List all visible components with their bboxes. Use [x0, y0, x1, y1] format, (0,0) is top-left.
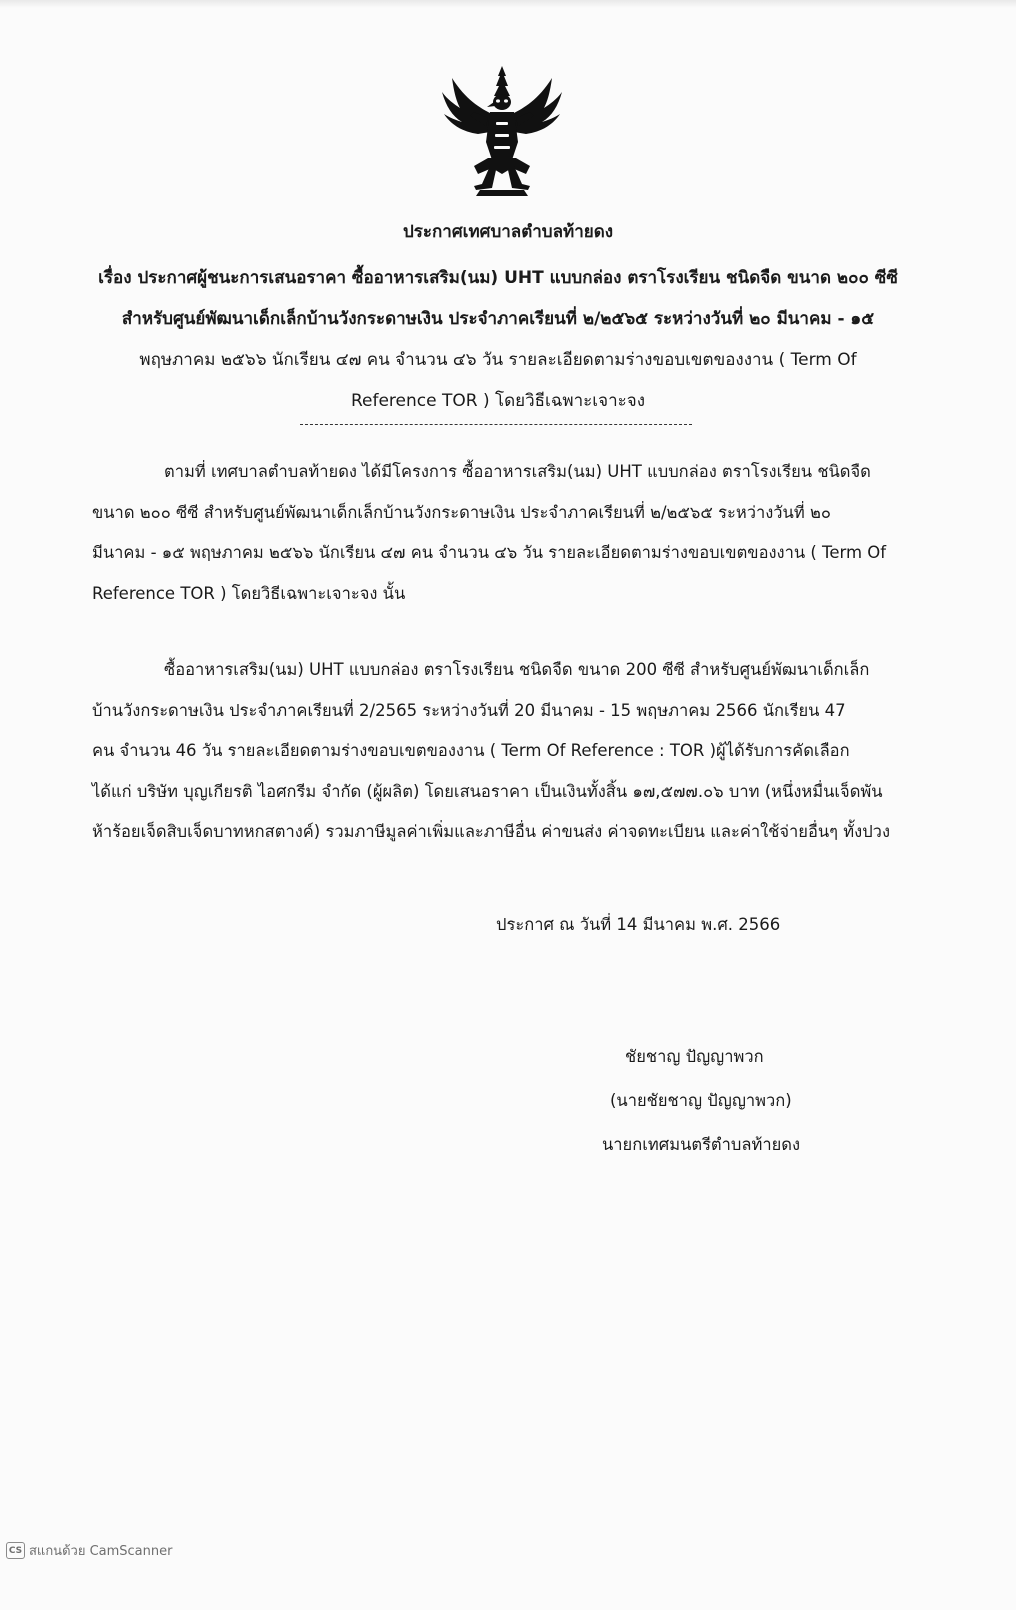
subject-line: สำหรับศูนย์พัฒนาเด็กเล็กบ้านวังกระดาษเงิน ประจำภาคเรียนที่ ๒/๒๕๖๕ ระหว่างวันที่ ๒๐ มีนาคม - ๑๕	[121, 309, 875, 329]
announcement-title: ประกาศเทศบาลตำบลท้ายดง	[402, 222, 614, 242]
camscanner-text: สแกนด้วย CamScanner	[29, 1544, 173, 1559]
signature-block	[560, 1035, 860, 1167]
dashed-separator	[300, 424, 692, 425]
announcement-date: ประกาศ ณ วันที่ 14 มีนาคม พ.ศ. 2566	[496, 915, 781, 934]
signer-position: นายกเทศมนตรีตำบลท้ายดง	[602, 1135, 801, 1154]
signer-full-name: (นายชัยชาญ ปัญญาพวก)	[610, 1091, 792, 1110]
paragraph-line: มีนาคม - ๑๕ พฤษภาคม ๒๕๖๖ นักเรียน ๔๗ คน จำนวน ๔๖ วัน รายละเอียดตามร่างขอบเขตของงาน ( Term Of	[92, 543, 887, 562]
paragraph-line: คน จำนวน 46 วัน รายละเอียดตามร่างขอบเขตของงาน ( Term Of Reference : TOR )ผู้ได้รับการคัดเลือก	[92, 741, 850, 760]
announcement-subject	[70, 258, 926, 422]
paragraph-line: ซื้ออาหารเสริม(นม) UHT แบบกล่อง ตราโรงเรียน ชนิดจืด ขนาด 200 ซีซี สำหรับศูนย์พัฒนาเด็กเล็ก	[164, 660, 870, 679]
camscanner-watermark	[6, 1540, 172, 1561]
subject-line: เรื่อง ประกาศผู้ชนะการเสนอราคา ซื้ออาหารเสริม(นม) UHT แบบกล่อง ตราโรงเรียน ชนิดจืด ขนาด ๒๐๐ ซีซี	[98, 268, 898, 288]
paragraph-line: Reference TOR ) โดยวิธีเฉพาะเจาะจง นั้น	[92, 583, 406, 603]
garuda-emblem-icon	[432, 62, 572, 202]
subject-line: Reference TOR ) โดยวิธีเฉพาะเจาะจง	[350, 391, 646, 411]
paragraph-line: ตามที่ เทศบาลตำบลท้ายดง ได้มีโครงการ ซื้ออาหารเสริม(นม) UHT แบบกล่อง ตราโรงเรียน ชนิดจืด	[164, 462, 871, 481]
subject-line: พฤษภาคม ๒๕๖๖ นักเรียน ๔๗ คน จำนวน ๔๖ วัน รายละเอียดตามร่างขอบเขตของงาน ( Term Of	[139, 350, 857, 370]
camscanner-logo-icon: CS	[6, 1542, 25, 1559]
signer-name: ชัยชาญ ปัญญาพวก	[625, 1047, 764, 1066]
paragraph-line: ขนาด ๒๐๐ ซีซี สำหรับศูนย์พัฒนาเด็กเล็กบ้านวังกระดาษเงิน ประจำภาคเรียนที่ ๒/๒๕๖๕ ระหว่างวันที่ ๒๐	[92, 502, 831, 522]
paragraph-line: ห้าร้อยเจ็ดสิบเจ็ดบาทหกสตางค์) รวมภาษีมูลค่าเพิ่มและภาษีอื่น ค่าขนส่ง ค่าจดทะเบียน และค่าใช้จ่ายอื่นๆ ทั้งปวง	[92, 822, 891, 841]
scan-edge	[0, 0, 1016, 8]
paragraph-background	[92, 452, 912, 614]
paragraph-line: บ้านวังกระดาษเงิน ประจำภาคเรียนที่ 2/2565 ระหว่างวันที่ 20 มีนาคม - 15 พฤษภาคม 2566 นักเรียน 47	[92, 700, 846, 720]
paragraph-winner	[92, 650, 912, 853]
paragraph-line: ได้แก่ บริษัท บุญเกียรติ ไอศกรีม จำกัด (ผู้ผลิต) โดยเสนอราคา เป็นเงินทั้งสิ้น ๑๗,๕๗๗.๐๖ บาท (หนึ่งหมื่นเจ็ดพัน	[92, 781, 883, 801]
